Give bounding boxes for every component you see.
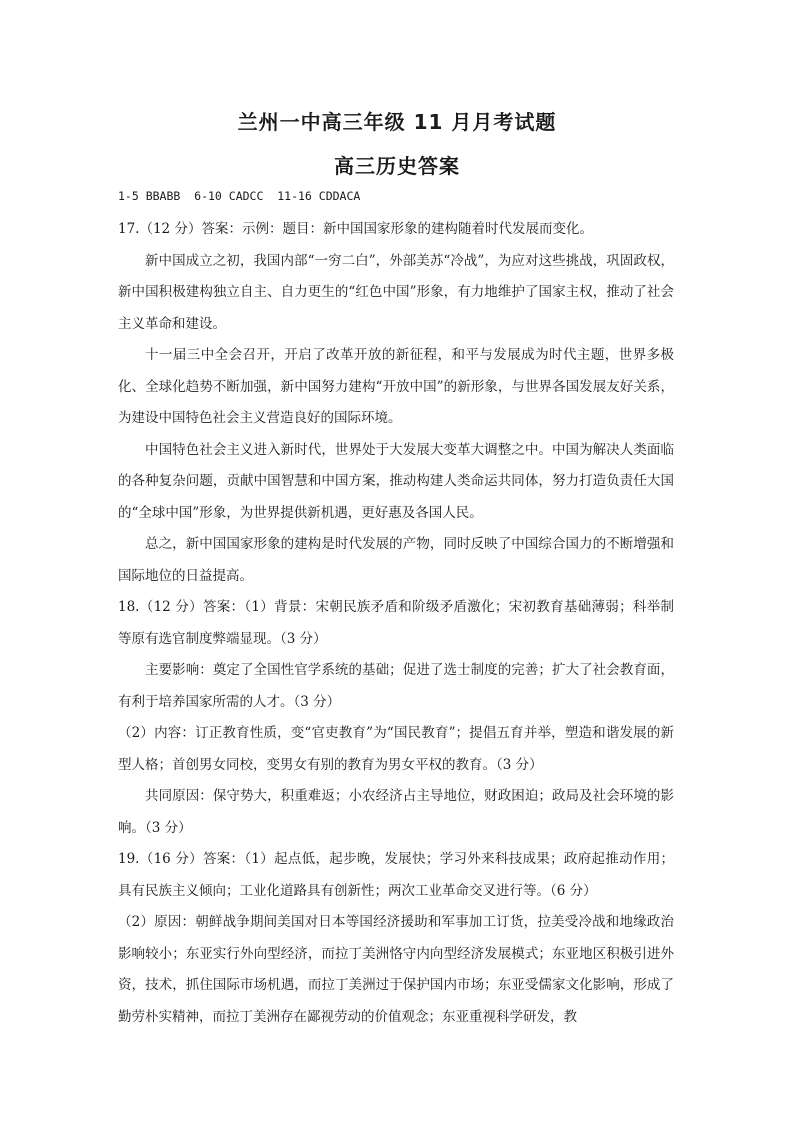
paragraph-q18-2-reason: 共同原因：保守势大，积重难返；小农经济占主导地位，财政困迫；政局及社会环境的影响。（3 分） (118, 788, 674, 836)
paragraph-q19-2: （2）原因：朝鲜战争期间美国对日本等国经济援助和军事加工订货，拉美受冷战和地缘政治影响较小；东亚实行外向型经济，而拉丁美洲恪守内向型经济发展模式；东亚地区积极引进外资，技术，抓住国际市场机遇，而拉丁美洲过于保护国内市场；东亚受儒家文化影响，形成了勤劳朴实精神，而拉丁美洲存在鄙视劳动的价值观念；东亚重视科学研发，教 (118, 914, 674, 1025)
paragraph-q17-part2: 十一届三中全会召开，开启了改革开放的新征程，和平与发展成为时代主题，世界多极化、全球化趋势不断加强，新中国努力建构“开放中国”的新形象，与世界各国发展友好关系，为建设中国特色社会主义营造良好的国际环境。 (118, 347, 674, 426)
paragraph-q18-1: 18.（12 分）答案：（1）背景：宋朝民族矛盾和阶级矛盾激化；宋初教育基础薄弱；科举制等原有选官制度弊端显现。（3 分） (118, 599, 674, 647)
page-subtitle: 高三历史答案 (334, 154, 460, 178)
paragraph-q18-2: （2）内容：订正教育性质，变“官吏教育”为“国民教育”；提倡五育并举，塑造和谐发展的新型人格；首创男女同校，变男女有别的教育为男女平权的教育。（3 分） (118, 725, 674, 773)
answer-content (118, 214, 674, 1033)
paragraph-q17-part1: 新中国成立之初，我国内部“一穷二白”，外部美苏“冷战”，为应对这些挑战，巩固政权，新中国积极建构独立自主、自力更生的“红色中国”形象，有力地维护了国家主权，推动了社会主义革命和建设。 (118, 252, 674, 332)
paragraph-q19-1: 19.（16 分）答案：（1）起点低，起步晚，发展快；学习外来科技成果；政府起推动作用；具有民族主义倾向；工业化道路具有创新性；两次工业革命交叉进行等。（6 分） (118, 851, 674, 899)
paragraph-q18-1-impact: 主要影响：奠定了全国性官学系统的基础；促进了选士制度的完善；扩大了社会教育面，有利于培养国家所需的人才。（3 分） (118, 662, 674, 710)
page-title: 兰州一中高三年级 11 月月考试题 (237, 110, 557, 134)
paragraph-q17-part3: 中国特色社会主义进入新时代，世界处于大发展大变革大调整之中。中国为解决人类面临的各种复杂问题，贡献中国智慧和中国方案，推动构建人类命运共同体，努力打造负责任大国的“全球中国”形象，为世界提供新机遇，更好惠及各国人民。 (118, 441, 674, 521)
paragraph-q17: 17.（12 分）答案：示例：题目：新中国国家形象的建构随着时代发展而变化。 (118, 221, 593, 237)
choice-answers: 1-5 BBABB 6-10 CADCC 11-16 CDDACA (118, 189, 361, 203)
paragraph-q17-summary: 总之，新中国国家形象的建构是时代发展的产物，同时反映了中国综合国力的不断增强和国际地位的日益提高。 (118, 536, 674, 584)
